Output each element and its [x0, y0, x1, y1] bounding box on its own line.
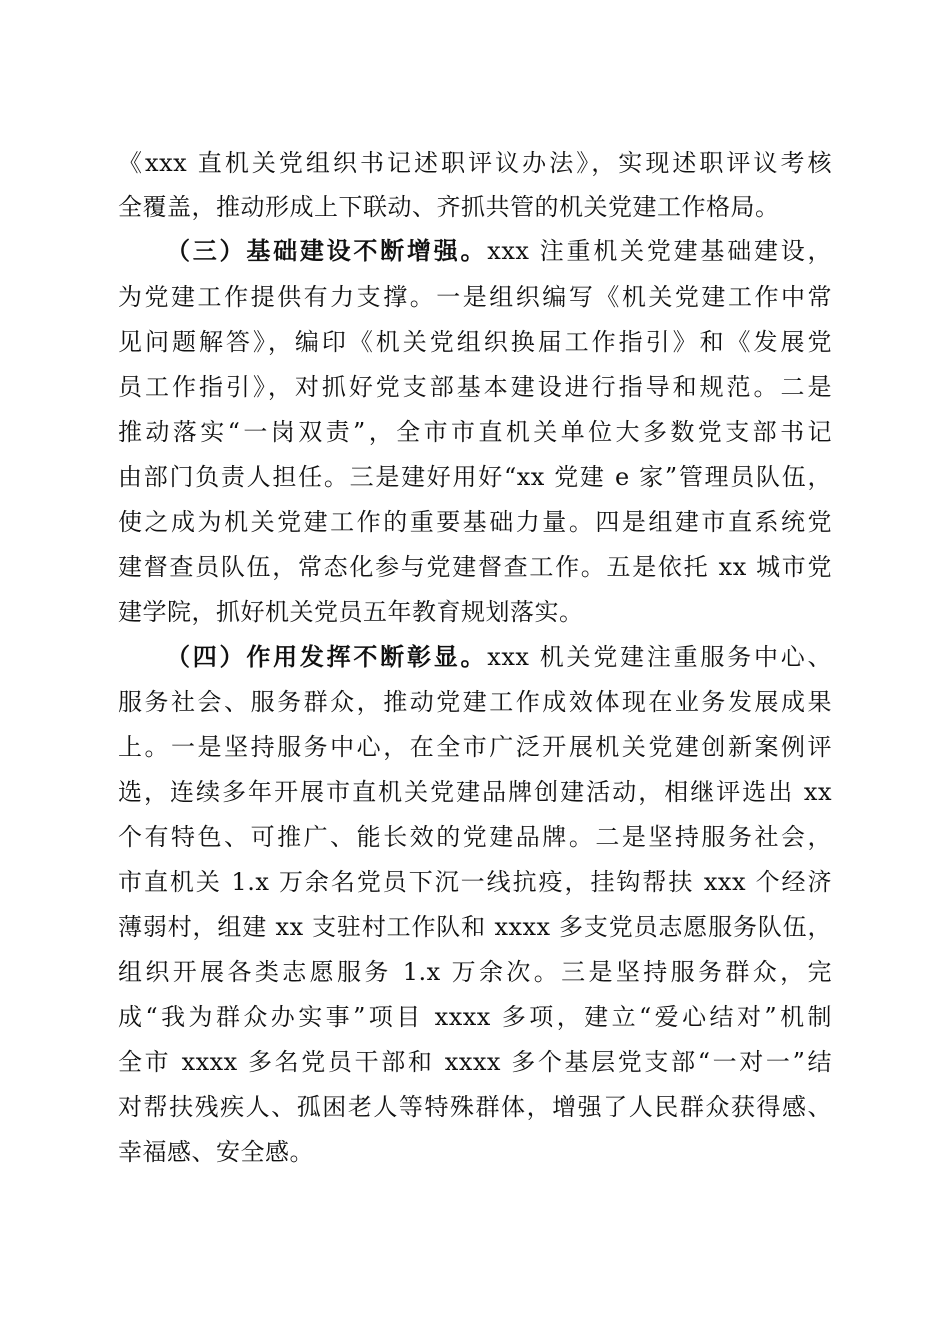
paragraph-line: 上。一是坚持服务中心，在全市广泛开展机关党建创新案例评 — [118, 733, 832, 761]
paragraph-text: xxx 注重机关党建基础建设， — [487, 237, 833, 265]
paragraph-line: 选，连续多年开展市直机关党建品牌创建活动，相继评选出 xx — [118, 778, 832, 806]
paragraph-line: 建学院，抓好机关党员五年教育规划落实。 — [118, 598, 584, 626]
paragraph-line: 建督查员队伍，常态化参与党建督查工作。五是依托 xx 城市党 — [118, 553, 832, 581]
paragraph-text: xxx 机关党建注重服务中心、 — [487, 643, 833, 671]
paragraph-line: 使之成为机关党建工作的重要基础力量。四是组建市直系统党 — [118, 508, 832, 536]
paragraph-first-line — [166, 235, 832, 267]
paragraph-line: 成“我为群众办实事”项目 xxxx 多项，建立“爱心结对”机制 — [118, 1003, 832, 1031]
paragraph-line: 幸福感、安全感。 — [118, 1138, 314, 1166]
paragraph-line: 组织开展各类志愿服务 1.x 万余次。三是坚持服务群众，完 — [118, 958, 832, 986]
paragraph-line: 薄弱村，组建 xx 支驻村工作队和 xxxx 多支党员志愿服务队伍， — [118, 913, 832, 941]
paragraph-line: 《xxx 直机关党组织书记述职评议办法》，实现述职评议考核 — [118, 149, 832, 177]
section-heading-four: （四）作用发挥不断彰显。 — [166, 642, 488, 671]
paragraph-line: 对帮扶残疾人、孤困老人等特殊群体，增强了人民群众获得感、 — [118, 1093, 832, 1121]
paragraph-line: 员工作指引》，对抓好党支部基本建设进行指导和规范。二是 — [118, 373, 832, 401]
paragraph-first-line — [166, 641, 832, 673]
paragraph-line: 由部门负责人担任。三是建好用好“xx 党建 e 家”管理员队伍， — [118, 463, 832, 491]
paragraph-line: 市直机关 1.x 万余名党员下沉一线抗疫，挂钩帮扶 xxx 个经济 — [118, 868, 832, 896]
paragraph-line: 见问题解答》，编印《机关党组织换届工作指引》和《发展党 — [118, 328, 832, 356]
paragraph-line: 个有特色、可推广、能长效的党建品牌。二是坚持服务社会， — [118, 823, 832, 851]
paragraph-line: 全市 xxxx 多名党员干部和 xxxx 多个基层党支部“一对一”结 — [118, 1048, 832, 1076]
paragraph-line: 服务社会、服务群众，推动党建工作成效体现在业务发展成果 — [118, 688, 832, 716]
paragraph-line: 推动落实“一岗双责”，全市市直机关单位大多数党支部书记 — [118, 418, 832, 446]
paragraph-line: 全覆盖，推动形成上下联动、齐抓共管的机关党建工作格局。 — [118, 193, 780, 221]
paragraph-line: 为党建工作提供有力支撑。一是组织编写《机关党建工作中常 — [118, 283, 832, 311]
section-heading-three: （三）基础建设不断增强。 — [166, 236, 488, 265]
